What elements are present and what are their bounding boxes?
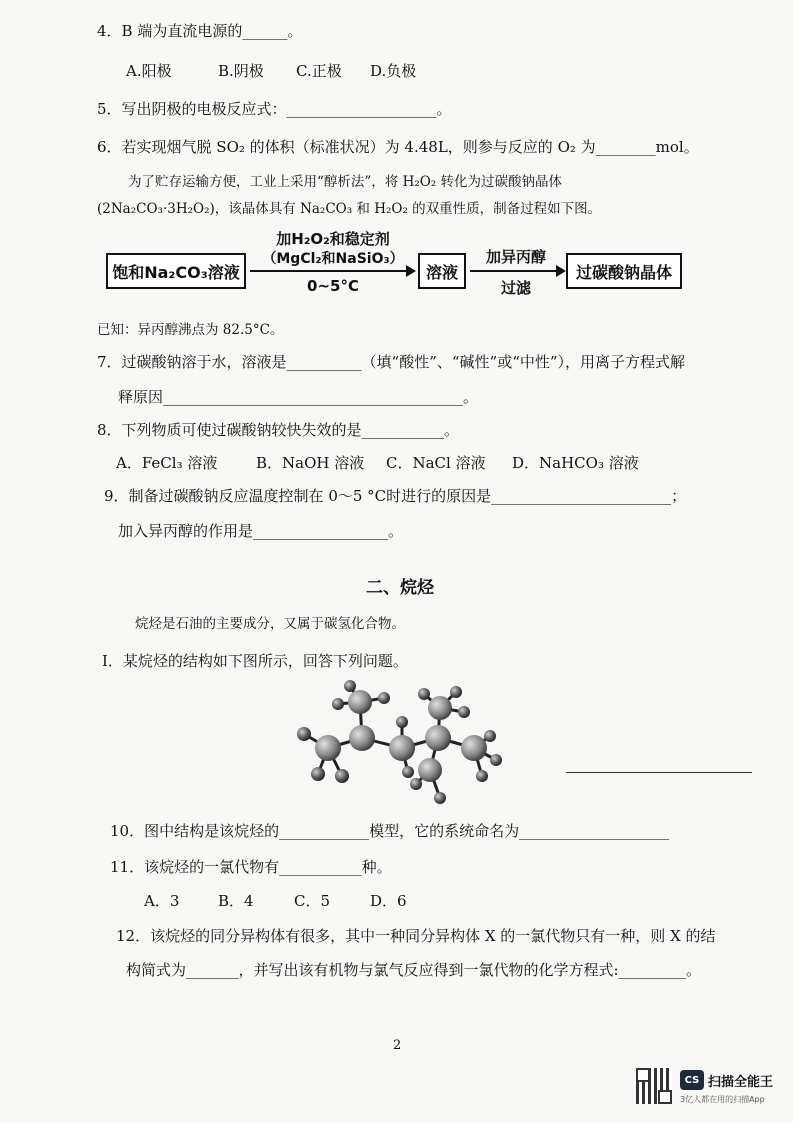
hydrogen-atom [332, 698, 344, 710]
question-9-line-1: 9．制备过碳酸钠反应温度控制在 0～5 °C时进行的原因是________________________； [104, 487, 687, 505]
intro-line-2: (2Na₂CO₃·3H₂O₂)，该晶体具有 Na₂CO₃ 和 H₂O₂ 的双重性质，制备过程如下图。 [97, 201, 602, 217]
question-7-line-1: 7．过碳酸钠溶于水，溶液是__________（填“酸性”、“碱性”或“中性”），用离子方程式解 [97, 353, 686, 371]
hydrogen-atom [396, 716, 408, 728]
section-intro: 烷烃是石油的主要成分，又属于碳氢化合物。 [135, 616, 405, 632]
question-8: 8．下列物质可使过碳酸钠较快失效的是___________。 [97, 421, 460, 439]
flow-arrow1-label-bottom: 0~5°C [307, 277, 359, 295]
hydrogen-atom [344, 680, 356, 692]
intro-line-1: 为了贮存运输方便，工业上采用“醇析法”，将 H₂O₂ 转化为过碳酸钠晶体 [128, 174, 563, 190]
carbon-atom [315, 735, 341, 761]
hydrogen-atom [458, 706, 470, 718]
question-12-line-1: 12．该烷烃的同分异构体有很多，其中一种同分异构体 X 的一氯代物只有一种，则 X 的结 [116, 927, 716, 945]
hydrogen-atom [378, 692, 390, 704]
question-4: 4．B 端为直流电源的______。 [97, 22, 303, 40]
q8-option-d: D．NaHCO₃ 溶液 [512, 454, 639, 472]
section-title: 二、烷烃 [366, 578, 434, 598]
scanner-app-name: 扫描全能王 [708, 1075, 774, 1090]
flow-arrow2-label-top: 加异丙醇 [485, 248, 546, 266]
q4-option-a: A.阳极 [126, 62, 172, 80]
known-condition: 已知：异丙醇沸点为 82.5°C。 [97, 322, 284, 338]
carbon-atom [461, 735, 487, 761]
question-7-line-2: 释原因________________________________________。 [118, 388, 479, 406]
question-11: 11．该烷烃的一氯代物有___________种。 [110, 858, 392, 876]
q8-option-c: C．NaCl 溶液 [386, 454, 486, 472]
flow-arrow-2 [470, 270, 564, 272]
carbon-atom [389, 735, 415, 761]
hydrogen-atom [476, 770, 488, 782]
q4-option-d: D.负极 [370, 62, 417, 80]
question-5: 5．写出阴极的电极反应式：____________________。 [97, 100, 452, 118]
flow-box-solution: 溶液 [418, 253, 466, 289]
q11-option-d: D．6 [370, 892, 407, 910]
q4-option-b: B.阴极 [218, 62, 264, 80]
q11-option-b: B．4 [218, 892, 254, 910]
hydrogen-atom [418, 688, 430, 700]
scanner-tagline: 3亿人都在用的扫描App [680, 1095, 765, 1104]
carbon-atom [348, 690, 372, 714]
hydrogen-atom [410, 778, 422, 790]
hydrogen-atom [490, 754, 502, 766]
hydrogen-atom [484, 730, 496, 742]
carbon-atom [418, 758, 442, 782]
camscanner-logo-icon: CS [680, 1070, 704, 1090]
flow-box-sodium-carbonate: 饱和Na₂CO₃溶液 [106, 253, 246, 289]
question-10: 10．图中结构是该烷烃的____________模型，它的系统命名为____________________ [110, 822, 670, 840]
q8-option-a: A．FeCl₃ 溶液 [116, 454, 218, 472]
q8-option-b: B．NaOH 溶液 [256, 454, 365, 472]
answer-blank-line [566, 772, 752, 773]
flow-arrow-1 [250, 270, 414, 272]
part-i-prompt: I．某烷烃的结构如下图所示，回答下列问题。 [102, 652, 408, 670]
carbon-atom [425, 725, 451, 751]
question-9-line-2: 加入异丙醇的作用是__________________。 [118, 522, 404, 540]
flow-box-percarbonate-crystal: 过碳酸钠晶体 [566, 253, 682, 289]
hydrogen-atom [402, 766, 414, 778]
hydrogen-atom [297, 727, 311, 741]
q11-option-a: A．3 [144, 892, 180, 910]
hydrogen-atom [434, 792, 446, 804]
carbon-atom [428, 696, 452, 720]
hydrogen-atom [450, 686, 462, 698]
q4-option-c: C.正极 [296, 62, 342, 80]
question-12-line-2: 构简式为_______，并写出该有机物与氯气反应得到一氯代物的化学方程式:_________。 [126, 961, 702, 979]
hydrogen-atom [335, 769, 349, 783]
carbon-atom [349, 725, 375, 751]
hydrogen-atom [311, 767, 325, 781]
alkane-ball-and-stick-model [290, 680, 510, 805]
qr-code-icon [636, 1068, 672, 1104]
page-number: 2 [393, 1038, 402, 1053]
q11-option-c: C．5 [294, 892, 331, 910]
flow-arrow1-label-stabilizer: （MgCl₂和NaSiO₃） [262, 251, 404, 267]
question-6: 6．若实现烟气脱 SO₂ 的体积（标准状况）为 4.48L，则参与反应的 O₂ 为________mol。 [97, 138, 699, 156]
flow-arrow1-label-top: 加H₂O₂和稳定剂 [276, 230, 390, 248]
flow-arrow2-label-bottom: 过滤 [500, 279, 531, 297]
